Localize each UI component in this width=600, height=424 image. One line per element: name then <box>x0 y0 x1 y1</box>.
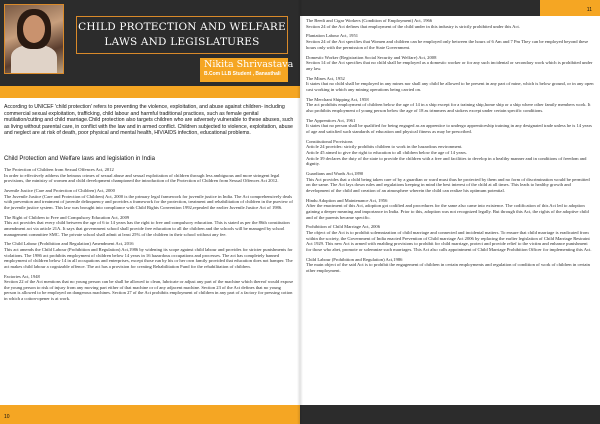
accent-strip <box>0 86 300 98</box>
section-body: Section 14 of the Act specifies that no child shall be employed as a domestic worker or for any such incidental or secondary work which is prohibited under any law. <box>306 60 593 71</box>
section-body: Section 24 of the Act defines that employment of the child under in this industry is strictly prohibited under this Act. <box>306 23 520 29</box>
section-heading: The Beedi and Cigar Workers (Condition of Employment) Act, 1966 <box>306 18 433 23</box>
section-heading: The Merchant Shipping Act, 1958 <box>306 96 369 102</box>
section-block <box>4 188 294 210</box>
section-block <box>4 274 294 302</box>
left-column <box>4 167 294 306</box>
author-bar <box>200 58 294 82</box>
section-body: Section 24 of the Act specifies that Women and children can be employed only between the hours of 6 Am and 7 Pm They can be employed beyond these hours only with the permission of the State Government. <box>306 39 589 50</box>
section-body: Section 22 of the Act mentions that no young person can be shall be allowed to clean, lubricate or adjust any part of the machine which thereof would expose the young person to risk of injury from any moving part either of that machine or of any adjacent machine. Section 23 of the Act defines that no young person is allowed to be employed on dangerous machines. Section 27 of the Act prohibits employment of children in any part of a factory for pressing cotton in which a cotton-opener is at work. <box>4 279 294 302</box>
section-block <box>306 18 594 29</box>
section-block <box>306 198 594 220</box>
section-block <box>4 241 294 269</box>
section-heading: Prohibition of Child Marriage Act, 2006 <box>306 224 381 230</box>
section-body: The main object of the said Act is to prohibit the engagement of children in certain employments and regulation of condition of work of children in certain other employment. <box>306 262 590 273</box>
title-line-1: CHILD PROTECTION AND WELFARE <box>78 21 286 33</box>
section-heading: The Right of Children to Free and Compulsory Education Act, 2009 <box>4 214 130 220</box>
section-body: This act amends the Child Labour (Prohibition and Regulation) Act,1986 by widening its scope against child labour and provides for stricter punishments for violations. The 1986 act prohibits employment of children below 14 years in 16 hazardous occupations and processes. The act has completely banned employment of children below 14 in all occupations and enterprises, except those run by his or her own family provided that education does not hamper. The act makes child labour a cognizable offence. The act has a provision for creating Rehabilitation Fund for the rehabilitation of children. <box>4 247 293 269</box>
author-photo <box>4 4 64 74</box>
section-heading: The Child Labour (Prohibition and Regulation) Amendment Act, 2016 <box>4 241 134 247</box>
section-block <box>306 224 594 252</box>
author-affiliation: B.Com LLB Student , Banasthali <box>204 71 281 77</box>
section-body: The act prohibits employment of children below the age of 14 in a ship except for a training ship,home ship or a ship where other family members work. It also prohibits employment of young person below the age of 18 as trimmers and stokers except under certain specific conditions. <box>306 102 591 113</box>
section-subheading: Child Protection and Welfare laws and legislation in India <box>4 156 155 162</box>
section-block <box>306 257 594 274</box>
section-heading: Plantation Labour Act, 1951 <box>306 33 359 39</box>
section-body: Article 24 provides: strictly prohibits children to work in the hazardous environment. Article 45 aimed to give the right to education to all children below the age of 14 years. Article 39 declares the duty of the state to provide the children with a free and facilities to develop in a healthy manner and in conditions of freedom and dignity. <box>306 144 587 167</box>
section-block <box>4 215 294 237</box>
section-block <box>306 171 594 193</box>
right-column <box>306 18 594 278</box>
section-block <box>306 55 594 72</box>
page-number: 11 <box>586 7 592 13</box>
section-body: It states that no child shall be employed in any mines nor shall any child be allowed to be present in any part of mine, which is below ground, or in any open cast working in which any mining operations being carried on. <box>306 81 594 92</box>
section-heading: Juvenile Justice (Care and Protection of Children) Act, 2000 <box>4 188 115 194</box>
section-block <box>306 33 594 50</box>
section-block <box>306 139 594 167</box>
section-heading: The Protection of Children from Sexual Offences Act, 2012 <box>4 167 114 172</box>
section-body: This act provides that every child between the age of 6 to 14 years has the right to free and compulsory education. This is stated as per the 86th constitution amendment act via article 21A. It says that government school shall provide free education to all the children and the schools will be managed by school management committee SMC. The private school shall admit at least 25% of the children in their school without any fee. <box>4 220 290 237</box>
author-name: Nikita Shrivastava <box>204 59 294 70</box>
section-body: This Act provides that a child being taken care of by a guardian or ward must thus be protected by them and no form of discrimination would be permitted on the same. The Act lays down rules and regulations keeping in mind the best interest of the child at all times. This leads to healthy growth and development of the child and creation of an atmosphere wherein the child can realize his optimum potential. <box>306 176 590 193</box>
footer-bar <box>300 405 600 424</box>
article-title <box>76 16 288 54</box>
title-line-2: LAWS AND LEGISLATURES <box>104 36 260 48</box>
page-number: 10 <box>4 414 10 420</box>
section-body: It states that no person shall be qualified for being engaged as an apprentice to undergo apprenticeship training in any designated trade unless he is 14 years of age and satisfied such standards of education and physical fitness as may be prescribed. <box>306 123 592 134</box>
section-body: The Juvenile Justice (Care and Protection of Children) Act, 2000 is the primary legal framework for juvenile justice in India. The Act comprehensively deals with prevention and treatment of juvenile delinquency and provides a framework for the protection, treatment and rehabilitation of children in the purview of the juvenile justice system. This law was brought into compliance with Child Rights Convention 1992,repealed the earlier Juvenile Justice Act of 1986. <box>4 193 293 210</box>
section-heading: Child Labour (Prohibition and Regulation) Act,1986 <box>306 256 403 262</box>
section-heading: Hindu Adoption and Maintenance Act, 1956 <box>306 197 388 203</box>
section-body: In order to effectively address the heinous crimes of sexual abuse and sexual exploitation of children through less ambiguous and more stringent legal provisions, the ministry of women and child development championed the introduction of the Protection of Children from Sexual Offences Act 2012. <box>4 172 280 184</box>
section-body: After the enactment of this Act, adoption got codified and procedures for the same also came into existence. The codification of this Act led to adoption gaining a deeper meaning and importance in India. Prior to this, adoption was not recognized legally. But through this Act, the rights of the adoptive child and of the parents became specific. <box>306 203 589 220</box>
section-heading: The Apprentices Act, 1961 <box>306 117 356 123</box>
footer-bar <box>0 405 300 424</box>
section-heading: Guardians and Wards Act,1890 <box>306 171 364 177</box>
section-block <box>306 118 594 135</box>
right-page <box>300 0 600 424</box>
section-heading: The Mines Act, 1952 <box>306 75 345 81</box>
section-block <box>4 167 294 184</box>
section-block <box>306 76 594 93</box>
section-heading: Factories Act, 1948 <box>4 273 40 279</box>
intro-paragraph: According to UNICEF 'child protection' refers to preventing the violence, exploitation, and abuse against children- including commercial sexual exploitation, trafficking, child labour and harmful traditional practices, such as female genital mutilation/cutting and child marriage.Child protection also targets children who are adversely vulnerable to these abuses, such as living without parental care, in conflict with the law and in armed conflict. Children subjected to violence, exploitation, abuse and neglect are at risk of death, poor physical and mental health, HIV/AIDS infection, educational problems. <box>4 104 294 137</box>
page-gutter <box>297 0 303 424</box>
section-body: The object of the Act is to prohibit solemnization of child marriage and connected and incidental matters. To ensure that child marriage is eradicated from within the society, the Government of India enacted Prevention of Child marriage Act 2006 by replacing the earlier legislation of Child Marriage Restraint Act 1929. This new Act is armed with enabling provisions to prohibit for child marriage, protect and provide relief to the victim and enhance punishment for those who abet, promote or solemnize such marriages. This Act also calls appointment of Child Marriage Prohibition Officer for implementing this Act. <box>306 230 592 252</box>
section-block <box>306 97 594 114</box>
section-heading: Domestic Worker (Registration Social Security and Welfare) Act, 2008 <box>306 54 437 60</box>
section-heading: Constitutional Provisions <box>306 138 353 144</box>
